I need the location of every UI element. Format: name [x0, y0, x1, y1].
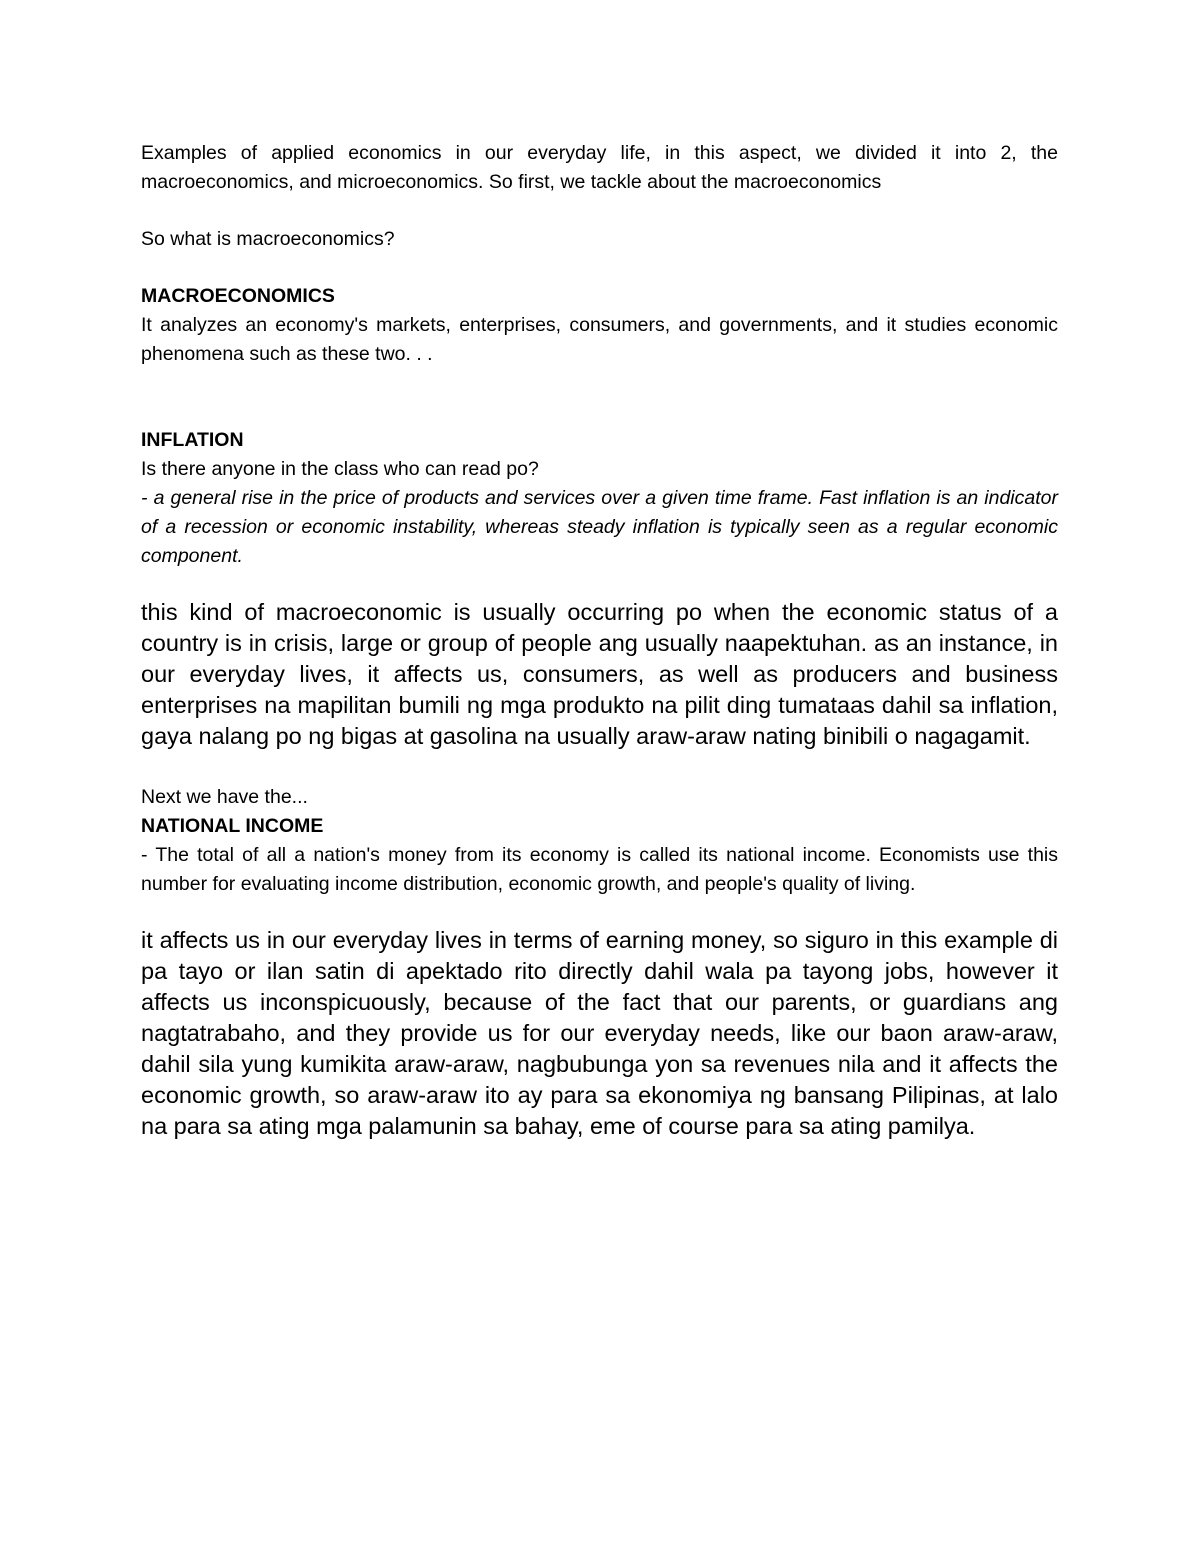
intro-paragraph: Examples of applied economics in our everyday life, in this aspect, we divided it into 2, the macroeconomics, and microeconomics. So first, we tackle about the macroeconomics — [141, 142, 1058, 193]
inflation-explanation: this kind of macroeconomic is usually occurring po when the economic status of a country is in crisis, large or group of people ang usually naapektuhan. as an instance, in our everyday lives, it affects us, consumers, as well as producers and business enterprises na mapilitan bumili ng mga produkto na pilit ding tumataas dahil sa inflation, gaya nalang po ng bigas at gasolina na usually araw-araw nating binibili o nagagamit. — [141, 599, 1058, 749]
question-paragraph: So what is macroeconomics? — [141, 228, 395, 250]
national-income-explanation: it affects us in our everyday lives in terms of earning money, so siguro in this example di pa tayo or ilan satin di apektado rito directly dahil wala pa tayong jobs, however it affects us inconspicuously, because of the fact that our parents, or guardians ang nagtatrabaho, and they provide us for our everyday needs, like our baon araw-araw, dahil sila yung kumikita araw-araw, nagbubunga yon sa revenues nila and it affects the economic growth, so araw-araw ito ay para sa ekonomiya ng bansang Pilipinas, at lalo na para sa ating mga palamunin sa bahay, eme of course para sa ating pamilya. — [141, 927, 1058, 1139]
national-income-definition: - The total of all a nation's money from its economy is called its national income. Economists use this number for evaluating income distribution, economic growth, and people's quality of living. — [141, 844, 1058, 895]
inflation-prompt: Is there anyone in the class who can read po? — [141, 458, 539, 480]
macroeconomics-heading: MACROECONOMICS — [141, 285, 335, 307]
national-income-lead: Next we have the... — [141, 786, 308, 808]
document-page — [141, 139, 1058, 1142]
inflation-heading: INFLATION — [141, 429, 244, 451]
macroeconomics-definition: It analyzes an economy's markets, enterprises, consumers, and governments, and it studies economic phenomena such as these two. . . — [141, 314, 1058, 365]
inflation-definition: - a general rise in the price of products and services over a given time frame. Fast inflation is an indicator of a recession or economic instability, whereas steady inflation is typically seen as a regular economic component. — [141, 487, 1058, 567]
national-income-heading: NATIONAL INCOME — [141, 815, 324, 837]
